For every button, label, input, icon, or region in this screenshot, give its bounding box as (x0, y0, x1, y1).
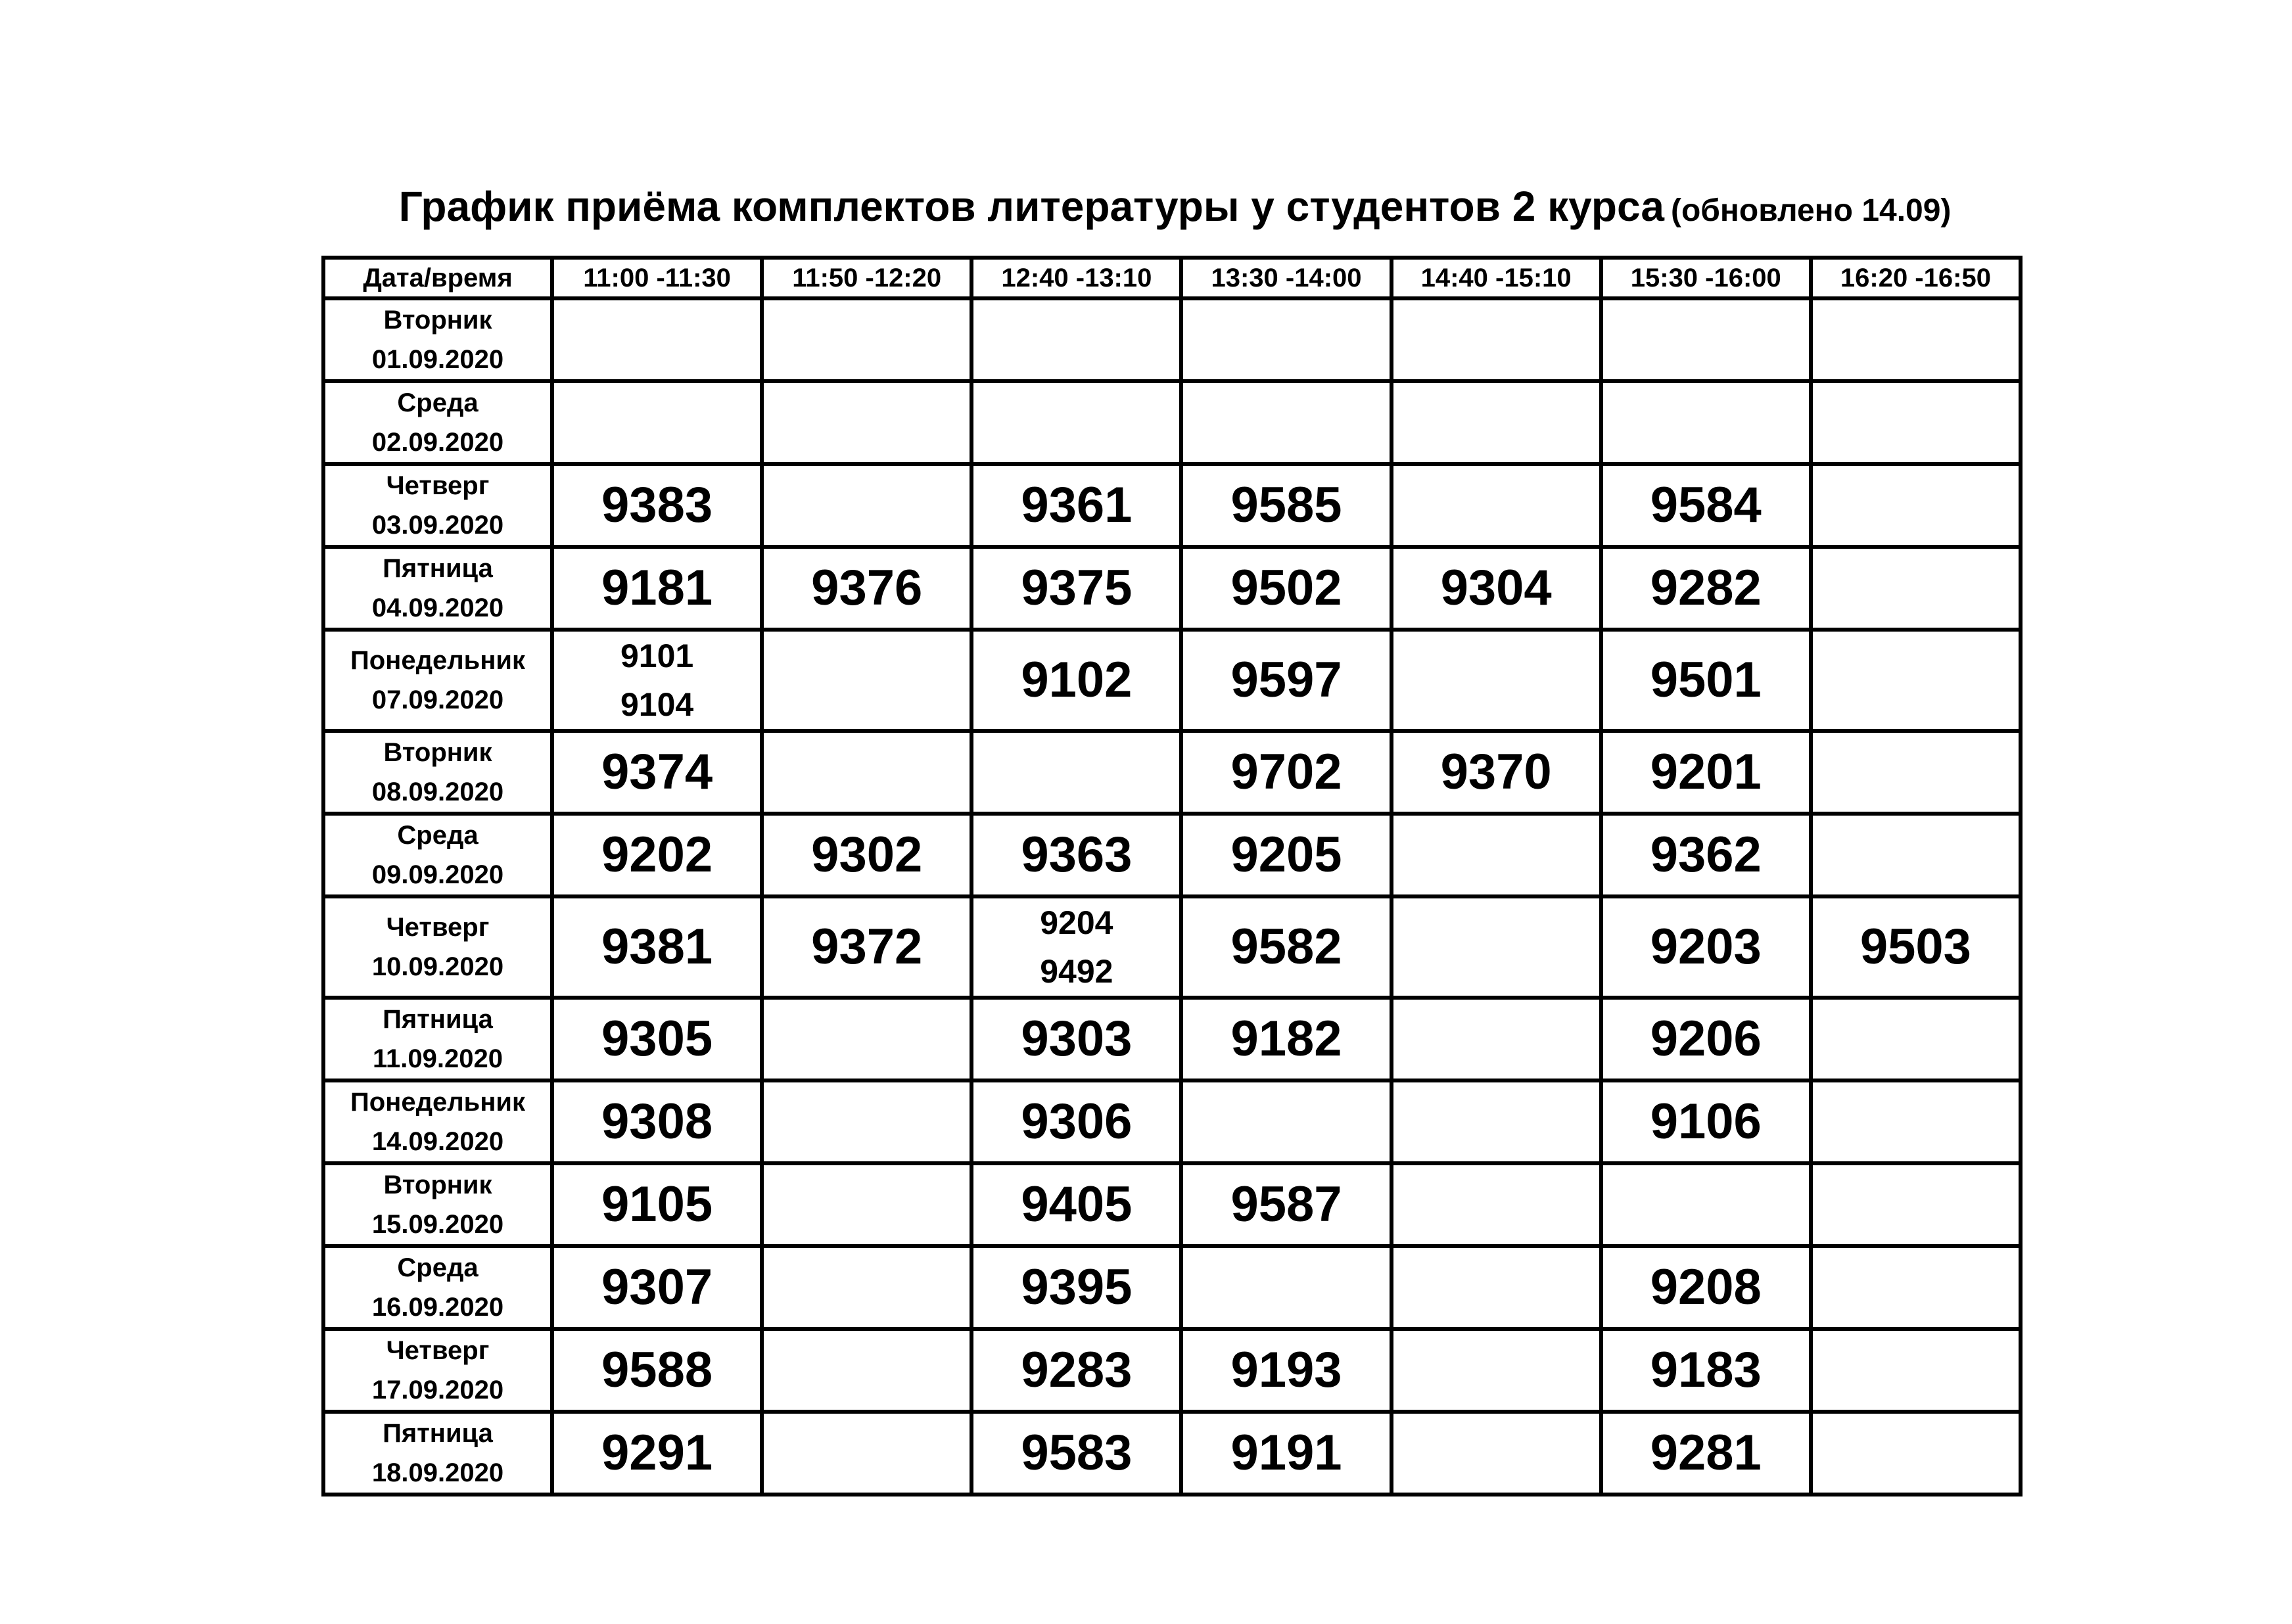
slot-cell (1181, 998, 1391, 1080)
group-number: 9374 (601, 744, 713, 800)
date-label: 15.09.2020 (371, 1210, 504, 1239)
slot-cell (1601, 630, 1811, 731)
header-slot: 13:30 -14:00 (1181, 258, 1391, 298)
schedule-table (321, 256, 2023, 1496)
slot-cell (1392, 630, 1601, 731)
slot-cell (552, 731, 762, 814)
group-number: 9362 (1650, 827, 1762, 883)
weekday-label: Вторник (383, 1171, 492, 1199)
group-number: 9503 (1859, 919, 1971, 975)
slot-cell (1392, 381, 1601, 464)
slot-cell (762, 1163, 971, 1246)
group-number: 9381 (601, 919, 713, 975)
table-row (323, 1329, 2021, 1412)
weekday-label: Пятница (383, 1005, 493, 1034)
slot-cell (762, 1329, 971, 1412)
group-number: 9363 (1021, 827, 1133, 883)
group-number: 9304 (1440, 560, 1552, 616)
header-row (323, 258, 2021, 298)
slot-cell (1392, 896, 1601, 998)
slot-cell (971, 814, 1181, 896)
slot-cell (1181, 731, 1391, 814)
group-number: 9702 (1230, 744, 1342, 800)
slot-cell (1392, 998, 1601, 1080)
title-main: График приёма комплектов литературы у студентов 2 курса (398, 183, 1664, 230)
table-row (323, 1246, 2021, 1329)
date-cell (323, 998, 552, 1080)
slot-cell (1601, 464, 1811, 547)
slot-cell (1181, 381, 1391, 464)
date-label: 16.09.2020 (371, 1293, 504, 1322)
table-row (323, 896, 2021, 998)
group-number: 9372 (811, 919, 923, 975)
group-number: 9492 (1040, 953, 1113, 990)
group-number: 9193 (1230, 1342, 1342, 1398)
group-number: 9588 (601, 1342, 713, 1398)
slot-cell (1601, 814, 1811, 896)
slot-cell (762, 1246, 971, 1329)
slot-cell (762, 298, 971, 381)
table-row (323, 630, 2021, 731)
date-cell (323, 1329, 552, 1412)
group-number: 9582 (1230, 919, 1342, 975)
slot-cell (552, 381, 762, 464)
date-label: 04.09.2020 (371, 593, 504, 622)
date-label: 09.09.2020 (371, 860, 504, 889)
group-number: 9501 (1650, 652, 1762, 708)
slot-cell (552, 1080, 762, 1163)
date-label: 14.09.2020 (371, 1127, 504, 1156)
schedule-body (323, 298, 2021, 1495)
group-number: 9308 (601, 1094, 713, 1149)
table-row (323, 814, 2021, 896)
header-slot: 11:00 -11:30 (552, 258, 762, 298)
slot-cell (1811, 1163, 2021, 1246)
group-number: 9583 (1021, 1425, 1133, 1481)
slot-cell (1601, 1163, 1811, 1246)
slot-cell (1811, 1080, 2021, 1163)
group-number: 9204 (1040, 904, 1113, 941)
group-number: 9183 (1650, 1342, 1762, 1398)
weekday-label: Среда (397, 1253, 479, 1282)
slot-cell (762, 381, 971, 464)
date-label: 01.09.2020 (371, 345, 504, 374)
date-cell (323, 464, 552, 547)
date-cell (323, 814, 552, 896)
weekday-label: Пятница (383, 1419, 493, 1448)
slot-cell (1601, 547, 1811, 630)
group-number: 9306 (1021, 1094, 1133, 1149)
slot-cell (971, 1163, 1181, 1246)
slot-cell (1392, 1163, 1601, 1246)
date-label: 07.09.2020 (371, 685, 504, 714)
group-number: 9102 (1021, 652, 1133, 708)
group-number: 9584 (1650, 477, 1762, 533)
slot-cell (971, 464, 1181, 547)
slot-cell (971, 998, 1181, 1080)
date-label: 10.09.2020 (371, 952, 504, 981)
group-number: 9376 (811, 560, 923, 616)
group-number: 9206 (1650, 1011, 1762, 1067)
slot-cell (1181, 298, 1391, 381)
slot-cell (1181, 547, 1391, 630)
weekday-label: Четверг (386, 471, 490, 500)
group-number: 9597 (1230, 652, 1342, 708)
group-number: 9181 (601, 560, 713, 616)
date-cell (323, 731, 552, 814)
header-date-time: Дата/время (323, 258, 552, 298)
slot-cell (552, 1163, 762, 1246)
slot-cell (1181, 896, 1391, 998)
slot-cell (762, 814, 971, 896)
weekday-label: Вторник (383, 738, 492, 767)
slot-cell (1811, 298, 2021, 381)
group-number: 9104 (620, 686, 694, 723)
slot-cell (971, 1329, 1181, 1412)
title-note: (обновлено 14.09) (1670, 193, 1952, 228)
date-label: 02.09.2020 (371, 428, 504, 457)
slot-cell (762, 731, 971, 814)
slot-cell (762, 896, 971, 998)
table-row (323, 464, 2021, 547)
group-number: 9208 (1650, 1259, 1762, 1315)
slot-cell (1601, 1080, 1811, 1163)
slot-cell (971, 1246, 1181, 1329)
slot-cell (1392, 814, 1601, 896)
slot-cell (1601, 298, 1811, 381)
slot-cell (552, 814, 762, 896)
slot-cell (762, 1080, 971, 1163)
header-slot: 14:40 -15:10 (1392, 258, 1601, 298)
slot-cell (1601, 731, 1811, 814)
date-label: 17.09.2020 (371, 1376, 504, 1404)
slot-cell (1181, 1329, 1391, 1412)
group-number: 9105 (601, 1176, 713, 1232)
group-number: 9395 (1021, 1259, 1133, 1315)
weekday-label: Среда (397, 821, 479, 850)
slot-cell (762, 630, 971, 731)
header-slot: 11:50 -12:20 (762, 258, 971, 298)
slot-cell (1811, 814, 2021, 896)
slot-cell (1392, 547, 1601, 630)
slot-cell (1601, 896, 1811, 998)
weekday-label: Понедельник (350, 1088, 525, 1117)
slot-cell (1392, 464, 1601, 547)
group-number: 9203 (1650, 919, 1762, 975)
table-row (323, 731, 2021, 814)
slot-cell (552, 998, 762, 1080)
group-number: 9502 (1230, 560, 1342, 616)
slot-cell (1811, 1412, 2021, 1495)
date-cell (323, 1246, 552, 1329)
group-number: 9201 (1650, 744, 1762, 800)
slot-cell (971, 1080, 1181, 1163)
slot-cell (552, 1412, 762, 1495)
slot-cell (762, 547, 971, 630)
header-slot: 12:40 -13:10 (971, 258, 1181, 298)
date-cell (323, 1412, 552, 1495)
weekday-label: Четверг (386, 913, 490, 942)
table-row (323, 1412, 2021, 1495)
weekday-label: Понедельник (350, 646, 525, 675)
slot-cell (1811, 547, 2021, 630)
slot-cell (971, 298, 1181, 381)
group-number: 9101 (620, 638, 694, 674)
group-number: 9370 (1440, 744, 1552, 800)
date-label: 18.09.2020 (371, 1458, 504, 1487)
group-number: 9305 (601, 1011, 713, 1067)
slot-cell (1811, 381, 2021, 464)
group-number: 9282 (1650, 560, 1762, 616)
slot-cell (971, 896, 1181, 998)
slot-cell (552, 1246, 762, 1329)
slot-cell (971, 381, 1181, 464)
slot-cell (552, 1329, 762, 1412)
slot-cell (1392, 1329, 1601, 1412)
group-number: 9361 (1021, 477, 1133, 533)
slot-cell (552, 630, 762, 731)
slot-cell (552, 547, 762, 630)
date-label: 08.09.2020 (371, 777, 504, 806)
header-slot: 16:20 -16:50 (1811, 258, 2021, 298)
group-number: 9302 (811, 827, 923, 883)
slot-cell (971, 1412, 1181, 1495)
slot-cell (1811, 630, 2021, 731)
group-number: 9182 (1230, 1011, 1342, 1067)
group-number: 9283 (1021, 1342, 1133, 1398)
slot-cell (1811, 731, 2021, 814)
date-cell (323, 381, 552, 464)
group-number: 9375 (1021, 560, 1133, 616)
date-label: 11.09.2020 (373, 1044, 503, 1073)
slot-cell (762, 998, 971, 1080)
slot-cell (971, 630, 1181, 731)
slot-cell (552, 896, 762, 998)
slot-cell (1601, 1412, 1811, 1495)
slot-cell (1811, 1246, 2021, 1329)
slot-cell (1392, 1412, 1601, 1495)
slot-cell (1392, 298, 1601, 381)
weekday-label: Среда (397, 388, 479, 417)
group-number: 9383 (601, 477, 713, 533)
slot-cell (1181, 1412, 1391, 1495)
group-number: 9291 (601, 1425, 713, 1481)
slot-cell (1601, 998, 1811, 1080)
group-number: 9587 (1230, 1176, 1342, 1232)
slot-cell (1811, 1329, 2021, 1412)
slot-cell (1811, 998, 2021, 1080)
table-row (323, 547, 2021, 630)
table-row (323, 1080, 2021, 1163)
slot-cell (1392, 1246, 1601, 1329)
group-number: 9307 (601, 1259, 713, 1315)
slot-cell (762, 1412, 971, 1495)
weekday-label: Четверг (386, 1336, 490, 1365)
group-number: 9106 (1650, 1094, 1762, 1149)
slot-cell (552, 464, 762, 547)
slot-cell (971, 547, 1181, 630)
weekday-label: Пятница (383, 554, 493, 583)
slot-cell (1181, 1080, 1391, 1163)
date-cell (323, 547, 552, 630)
slot-cell (1392, 731, 1601, 814)
slot-cell (1601, 1329, 1811, 1412)
slot-cell (762, 464, 971, 547)
page-title (0, 174, 2292, 239)
date-label: 03.09.2020 (371, 511, 504, 540)
slot-cell (1181, 464, 1391, 547)
slot-cell (1392, 1080, 1601, 1163)
table-row (323, 381, 2021, 464)
slot-cell (1181, 1163, 1391, 1246)
slot-cell (1181, 814, 1391, 896)
table-row (323, 298, 2021, 381)
group-number: 9303 (1021, 1011, 1133, 1067)
date-cell (323, 896, 552, 998)
slot-cell (1811, 464, 2021, 547)
group-number: 9281 (1650, 1425, 1762, 1481)
group-number: 9405 (1021, 1176, 1133, 1232)
slot-cell (552, 298, 762, 381)
header-slot: 15:30 -16:00 (1601, 258, 1811, 298)
slot-cell (1811, 896, 2021, 998)
group-number: 9205 (1230, 827, 1342, 883)
slot-cell (1601, 1246, 1811, 1329)
slot-cell (1181, 630, 1391, 731)
group-number: 9585 (1230, 477, 1342, 533)
date-cell (323, 1163, 552, 1246)
date-cell (323, 298, 552, 381)
date-cell (323, 1080, 552, 1163)
table-row (323, 998, 2021, 1080)
date-cell (323, 630, 552, 731)
slot-cell (1181, 1246, 1391, 1329)
group-number: 9191 (1230, 1425, 1342, 1481)
slot-cell (1601, 381, 1811, 464)
slot-cell (971, 731, 1181, 814)
group-number: 9202 (601, 827, 713, 883)
weekday-label: Вторник (383, 306, 492, 335)
table-row (323, 1163, 2021, 1246)
